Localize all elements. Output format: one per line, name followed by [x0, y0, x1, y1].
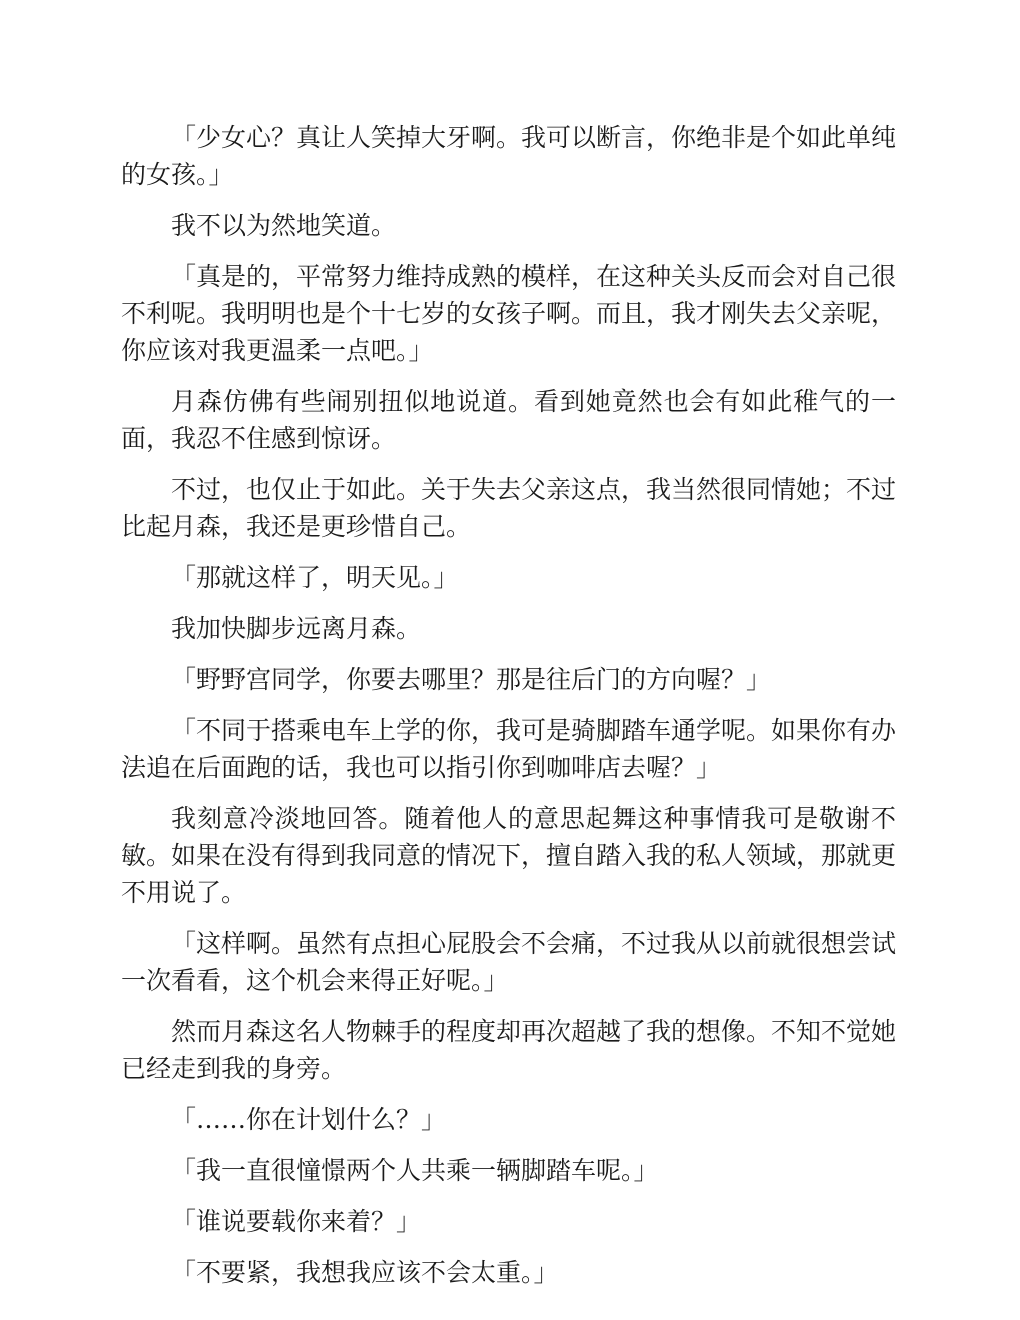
paragraph: 「这样啊。虽然有点担心屁股会不会痛，不过我从以前就很想尝试一次看看，这个机会来得正好呢。」	[121, 929, 897, 995]
paragraph: 「谁说要载你来着？」	[171, 1207, 422, 1236]
paragraph: 我不以为然地笑道。	[171, 211, 397, 240]
paragraph: 「少女心？真让人笑掉大牙啊。我可以断言，你绝非是个如此单纯的女孩。」	[121, 123, 897, 189]
paragraph: 「那就这样了，明天见。」	[171, 563, 459, 592]
body-text	[121, 119, 896, 1305]
paragraph: 「野野宫同学，你要去哪里？那是往后门的方向喔？」	[171, 665, 772, 694]
paragraph: 我刻意冷淡地回答。随着他人的意思起舞这种事情我可是敬谢不敏。如果在没有得到我同意的情况下，擅自踏入我的私人领域，那就更不用说了。	[121, 804, 897, 907]
paragraph: 「……你在计划什么？」	[171, 1105, 447, 1134]
paragraph: 月森仿佛有些闹别扭似地说道。看到她竟然也会有如此稚气的一面，我忍不住感到惊讶。	[121, 387, 896, 453]
paragraph: 我加快脚步远离月森。	[171, 614, 422, 643]
paragraph: 不过，也仅止于如此。关于失去父亲这点，我当然很同情她；不过比起月森，我还是更珍惜自己。	[121, 475, 897, 541]
paragraph: 「我一直很憧憬两个人共乘一辆脚踏车呢。」	[171, 1156, 659, 1185]
paragraph: 「不要紧，我想我应该不会太重。」	[171, 1258, 559, 1287]
paragraph: 然而月森这名人物棘手的程度却再次超越了我的想像。不知不觉她已经走到我的身旁。	[121, 1017, 897, 1083]
paragraph: 「不同于搭乘电车上学的你，我可是骑脚踏车通学呢。如果你有办法追在后面跑的话，我也可以指引你到咖啡店去喔？」	[121, 716, 897, 782]
paragraph: 「真是的，平常努力维持成熟的模样，在这种关头反而会对自己很不利呢。我明明也是个十七岁的女孩子啊。而且，我才刚失去父亲呢，你应该对我更温柔一点吧。」	[121, 262, 897, 365]
